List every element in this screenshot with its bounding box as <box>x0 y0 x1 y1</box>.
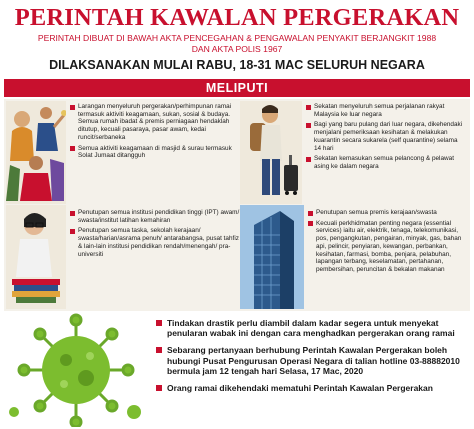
list-item: Penutupan semua taska, sekolah kerajaan/ swasta/harian/asrama penuh/ antarabangsa, pusat tahfiz & lain-lain institusi pendidikan rendah/menengah/ pra-universiti <box>70 227 240 258</box>
list-item: Penutupan semua institusi pendidikan tinggi (IPT) awam/ swasta/institut latihan kemahiran <box>70 209 240 224</box>
measures-panel <box>4 99 470 311</box>
bullet-marker <box>156 320 162 326</box>
bullet-marker <box>156 347 162 353</box>
list-travel-restrictions <box>306 103 466 174</box>
bullet-marker <box>306 105 311 110</box>
legal-subtitle <box>0 33 474 54</box>
list-education-closures <box>70 209 240 261</box>
bullet-marker <box>70 146 75 151</box>
list-item: Larangan menyeluruh pergerakan/perhimpunan ramai termasuk aktiviti keagamaan, sukan, sosial & budaya. Semua rumah ibadat & premis perniagaan hendaklah ditutup, kecuali pasaraya, pasar awam, kedai runcit/serbaneka <box>70 103 240 142</box>
traveller-illustration <box>240 101 302 204</box>
student-illustration <box>6 205 66 309</box>
bullet-marker <box>70 211 75 216</box>
virus-illustration <box>4 312 152 427</box>
list-item: Orang ramai dikehendaki mematuhi Perintah Kawalan Pergerakan <box>156 383 466 393</box>
bullet-marker <box>70 229 75 234</box>
bullet-marker <box>306 123 311 128</box>
list-item: Penutupan semua premis kerajaan/swasta <box>308 209 466 217</box>
building-illustration <box>240 205 304 309</box>
page-title: PERINTAH KAWALAN PERGERAKAN <box>14 4 460 31</box>
list-item: Sekatan kemasukan semua pelancong & pelawat asing ke dalam negara <box>306 155 466 170</box>
bullet-marker <box>308 221 313 226</box>
list-premises-closures <box>308 209 466 277</box>
bullet-marker <box>70 105 75 110</box>
list-item: Bagi yang baru pulang dari luar negara, dikehendaki menjalani pemeriksaan kesihatan & melakukan kuarantin secara sukarela (self quarantine) selama 14 hari <box>306 121 466 152</box>
effective-date-heading: DILAKSANAKAN MULAI RABU, 18-31 MAC SELURUH NEGARA <box>49 58 425 72</box>
bullet-marker <box>306 157 311 162</box>
crowd-illustration <box>6 101 66 204</box>
list-item: Sebarang pertanyaan berhubung Perintah Kawalan Pergerakan boleh hubungi Pusat Pengurusan Operasi Negara di talian hotline 03-88882010 bermula jam 12 tengah hari Selasa, 17 Mac, 2020 <box>156 345 466 376</box>
bullet-marker <box>156 385 162 391</box>
subtitle-line-1: PERINTAH DIBUAT DI BAWAH AKTA PENCEGAHAN & PENGAWALAN PENYAKIT BERJANGKIT 1988 <box>37 33 437 43</box>
coverage-banner: MELIPUTI <box>4 79 470 97</box>
list-item: Semua aktiviti keagamaan di masjid & surau termasuk Solat Jumaat ditangguh <box>70 145 240 160</box>
notice-list <box>156 318 466 400</box>
list-gathering-restrictions <box>70 103 240 163</box>
subtitle-line-2: DAN AKTA POLIS 1967 <box>191 43 283 54</box>
list-item: Kecuali perkhidmatan penting negara (essential services) iaitu air, elektrik, tenaga, telekomunikasi, pos, pengangkutan, pengairan, minyak, gas, bahan api, pelincir, penyiaran, kewangan, perbankan, kesihatan, farmasi, bomba, penjara, pelabuhan, lapangan terbang, keselamatan, pertahanan, pembersihan, peruncitan & bekalan makanan <box>308 220 466 274</box>
list-item: Tindakan drastik perlu diambil dalam kadar segera untuk menyekat penularan wabak ini dengan cara menghadkan pergerakan orang ramai <box>156 318 466 338</box>
notice-section <box>4 312 470 427</box>
bullet-marker <box>308 211 313 216</box>
list-item: Sekatan menyeluruh semua perjalanan rakyat Malaysia ke luar negara <box>306 103 466 118</box>
